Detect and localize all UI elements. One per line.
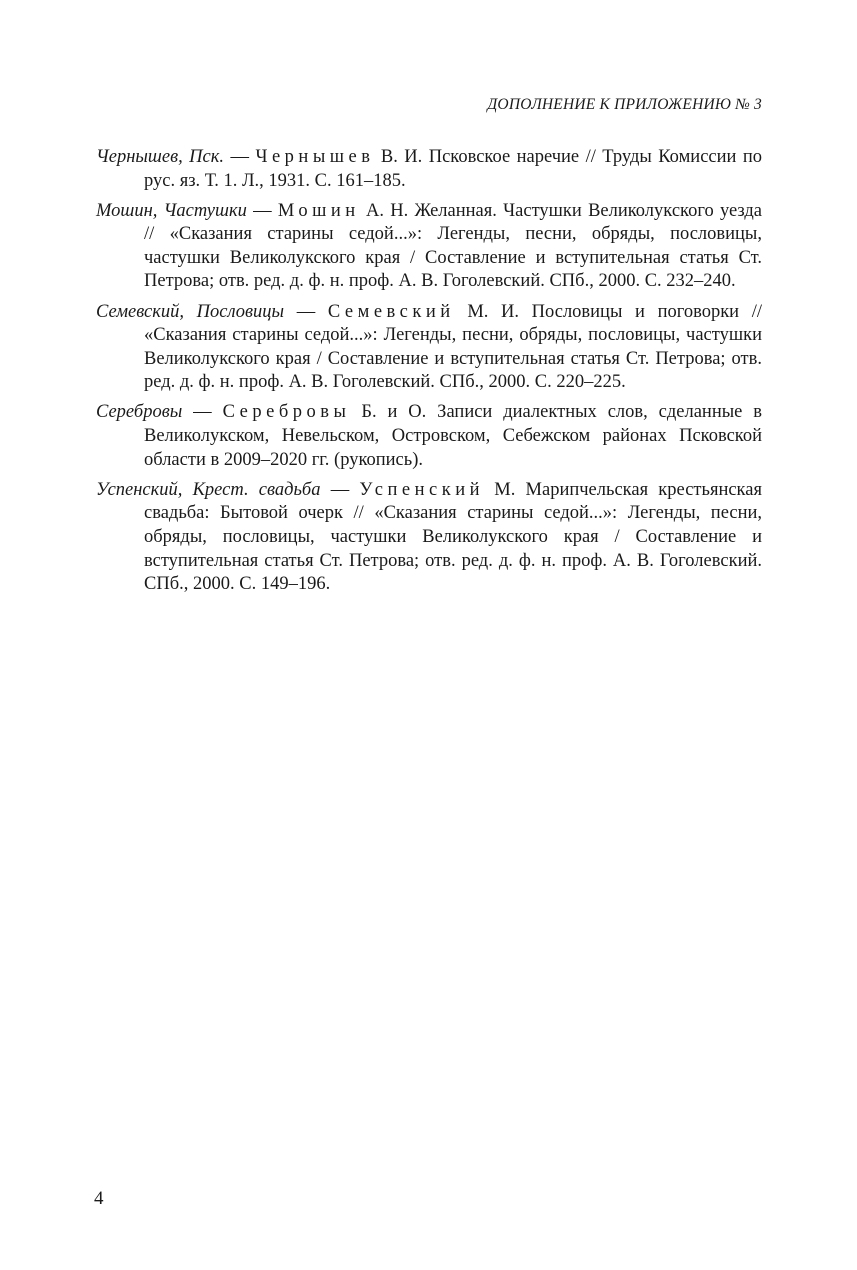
bibliography-entry [96,479,762,597]
entry-author: Мошин [277,200,360,221]
running-head: ДОПОЛНЕНИЕ К ПРИЛОЖЕНИЮ № 3 [487,96,762,113]
entry-author: Серебровы [222,402,351,423]
entry-abbreviation: Семевский, Пословицы [96,301,285,322]
entry-author: Семевский [327,301,455,322]
entry-abbreviation: Серебровы [96,402,183,423]
page-number: 4 [94,1188,104,1209]
entry-dash: — [320,479,360,500]
entry-dash: — [224,147,256,167]
bibliography-entry [96,401,762,472]
bibliography-entry [96,301,762,395]
entry-text: Б. и О. Записи диалектных слов, сделанные в Великолукском, Невельском, Островском, Себежском районах Псковской области в 2009–2020 гг. (рукопись). [144,402,763,470]
entry-abbreviation: Успенский, Крест. свадьба [96,479,321,500]
bibliography-entry [96,146,762,193]
entry-text: М. И. Пословицы и поговорки // «Сказания старины седой...»: Легенды, песни, обряды, пословицы, частушки Великолукского края / Составление и вступительная статья Ст. Петрова; отв. ред. д. ф. н. проф. А. В. Гоголевский. СПб., 2000. С. 220–225. [144,301,763,393]
entry-abbreviation: Чернышев, Пск. [96,147,225,167]
bibliography-list [96,146,762,603]
entry-abbreviation: Мошин, Частушки [96,200,247,221]
entry-dash: — [284,301,328,322]
entry-dash: — [182,402,223,423]
bibliography-entry [96,200,762,294]
entry-dash: — [246,200,278,221]
entry-author: Успенский [359,479,485,500]
entry-text: В. И. Псковское наречие // Труды Комиссии по рус. яз. Т. 1. Л., 1931. С. 161–185. [144,147,763,191]
entry-author: Чернышев [255,147,375,167]
entry-text: М. Марипчельская крестьянская свадьба: Бытовой очерк // «Сказания старины седой...»: Легенды, песни, обряды, пословицы, частушки Великолукского края / Составление и вступительная статья Ст. Петрова; отв. ред. д. ф. н. проф. А. В. Гоголевский. СПб., 2000. С. 149–196. [144,479,762,595]
entry-text: А. Н. Желанная. Частушки Великолукского уезда // «Сказания старины седой...»: Легенды, песни, обряды, пословицы, частушки Великолукского края / Составление и вступительная статья Ст. Петрова; отв. ред. д. ф. н. проф. А. В. Гоголевский. СПб., 2000. С. 232–240. [144,200,763,292]
